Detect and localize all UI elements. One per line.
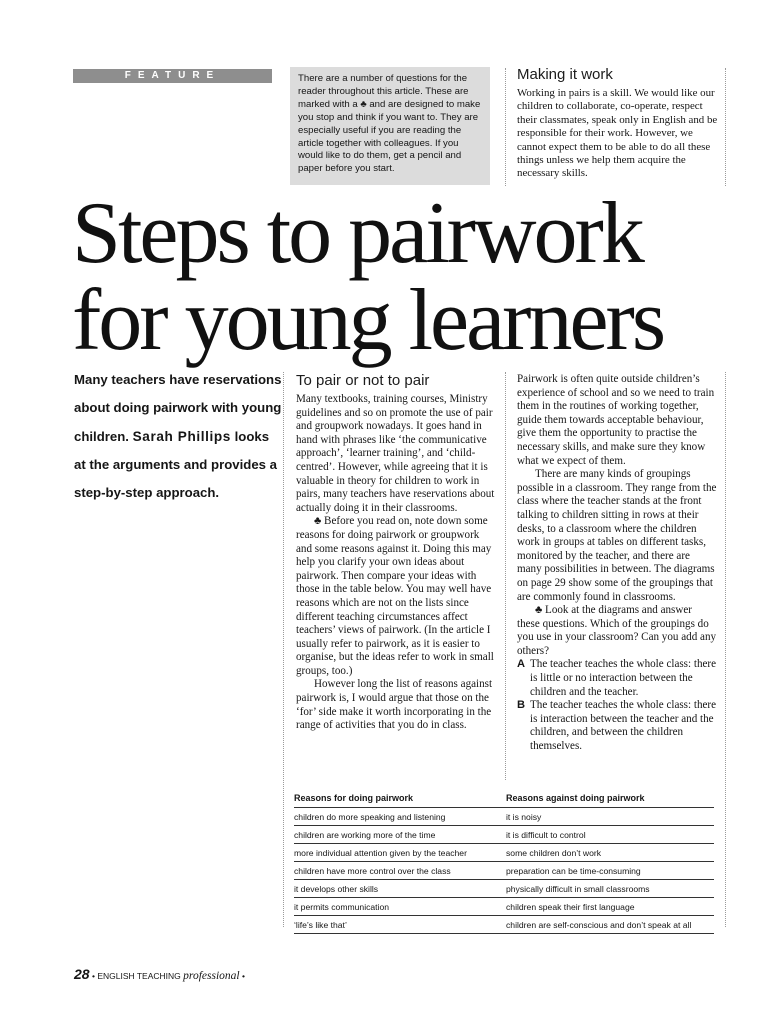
table-cell: children do more speaking and listening — [294, 808, 506, 826]
footer-bullet: • — [91, 971, 95, 981]
page-footer — [74, 966, 245, 982]
item-text: The teacher teaches the whole class: there is little or no interaction between the children and the teacher. — [530, 658, 717, 698]
section-heading: Making it work — [517, 66, 613, 83]
column-header: Reasons for doing pairwork — [294, 791, 506, 808]
making-it-work-text: Working in pairs is a skill. We would like our children to collaborate, co-operate, respect their classmates, speak only in English and be responsible for their work. However, we cannot expect them to be able to do all these things unless we help them acquire the necessary skills. — [517, 87, 718, 180]
paragraph: ♣ Look at the diagrams and answer these questions. Which of the groupings do you use in your classroom? Can you add any others? — [517, 604, 717, 657]
table-row — [294, 880, 714, 898]
table-cell: children are self-conscious and don’t speak at all — [506, 916, 714, 934]
table-cell: children are working more of the time — [294, 826, 506, 844]
table-cell: it permits communication — [294, 898, 506, 916]
table-row — [294, 826, 714, 844]
column-divider — [505, 372, 506, 780]
article-column-2 — [296, 372, 496, 733]
table-cell: it develops other skills — [294, 880, 506, 898]
making-it-work-section — [517, 66, 719, 181]
table-cell: it is difficult to control — [506, 826, 714, 844]
paragraph: Pairwork is often quite outside children’s experience of school and so we need to train them in the routines of working together, guide them towards acceptable behaviour, give them the opportunity to practise the necessary skills, and make sure they know what we expect of them. — [517, 373, 715, 467]
table-cell: ‘life’s like that’ — [294, 916, 506, 934]
table-header-row — [294, 791, 714, 808]
column-divider — [725, 372, 726, 927]
reasons-table — [294, 791, 714, 934]
paragraph: However long the list of reasons against pairwork is, I would argue that those on the ‘for’ side make it worth incorporating in the range of activities that you do in class. — [296, 678, 493, 732]
lead-text: Many teachers have reservations about doing pairwork with young children. — [74, 372, 282, 444]
item-key: A — [517, 658, 526, 671]
item-key: B — [517, 699, 526, 712]
publication-name: ENGLISH TEACHING — [97, 971, 181, 981]
paragraph: ♣ Before you read on, note down some reasons for doing pairwork or groupwork and some reasons against it. Doing this may help you clarify your own ideas about pairwork. Then compare your ideas with those in the table below. You may well have reasons which are not on the lists since different teaching circumstances affect teachers’ views of pairwork. (In the article I usually refer to pairwork, as it is easier to organise, but the ideas refer to work in small groups, too.) — [296, 515, 494, 677]
footer-bullet: • — [241, 971, 245, 981]
table-row — [294, 916, 714, 934]
table-cell: more individual attention given by the teacher — [294, 844, 506, 862]
table-row — [294, 844, 714, 862]
column-divider — [725, 68, 726, 186]
list-item — [517, 699, 717, 753]
intro-box: There are a number of questions for the reader throughout this article. These are marked with a ♣ and are designed to make you stop and think if you want to. They are especially useful if you are reading the article together with colleagues. If you would like to do them, get a pencil and paper before you start. — [290, 67, 490, 185]
feature-label: FEATURE — [73, 69, 272, 83]
column-header: Reasons against doing pairwork — [506, 791, 714, 808]
author-name: Sarah Phillips — [132, 428, 231, 444]
table-row — [294, 862, 714, 880]
column-divider — [283, 372, 284, 927]
table-row — [294, 808, 714, 826]
list-item — [517, 658, 717, 699]
page-title — [72, 185, 732, 369]
section-heading: To pair or not to pair — [296, 372, 430, 389]
article-column-3 — [517, 373, 717, 754]
title-line-1: Steps to pairwork — [72, 185, 642, 282]
column-divider — [505, 68, 506, 186]
paragraph: There are many kinds of groupings possible in a classroom. They range from the class where the teacher stands at the front talking to children sitting in rows at their desks, to a classroom where the children work in groups at tables on different tasks, monitored by the teacher, and there are many possibilities in between. The diagrams on page 29 show some of the groupings that are commonly found in classrooms. — [517, 468, 717, 603]
table-cell: children have more control over the class — [294, 862, 506, 880]
table-cell: children speak their first language — [506, 898, 714, 916]
lead-paragraph — [74, 366, 284, 507]
table-cell: it is noisy — [506, 808, 714, 826]
table-cell: preparation can be time-consuming — [506, 862, 714, 880]
table-row — [294, 898, 714, 916]
table-cell: some children don’t work — [506, 844, 714, 862]
paragraph: Many textbooks, training courses, Ministry guidelines and so on promote the use of pair and groupwork nowadays. It goes hand in hand with phrases like ‘the communicative approach’, ‘learner training’, and ‘child-centred’. However, while agreeing that it is valuable in theory for children to work in pairs, many teachers have reservations about actually doing it in their classrooms. — [296, 393, 495, 514]
title-line-2: for young learners — [72, 272, 664, 369]
page-number: 28 — [74, 966, 90, 982]
publication-name-italic: professional — [183, 970, 240, 982]
lead-text: looks at the arguments and provides a step-by-step approach. — [74, 428, 277, 501]
table-cell: physically difficult in small classrooms — [506, 880, 714, 898]
item-text: The teacher teaches the whole class: there is interaction between the teacher and the children, and between the children themselves. — [530, 699, 717, 753]
